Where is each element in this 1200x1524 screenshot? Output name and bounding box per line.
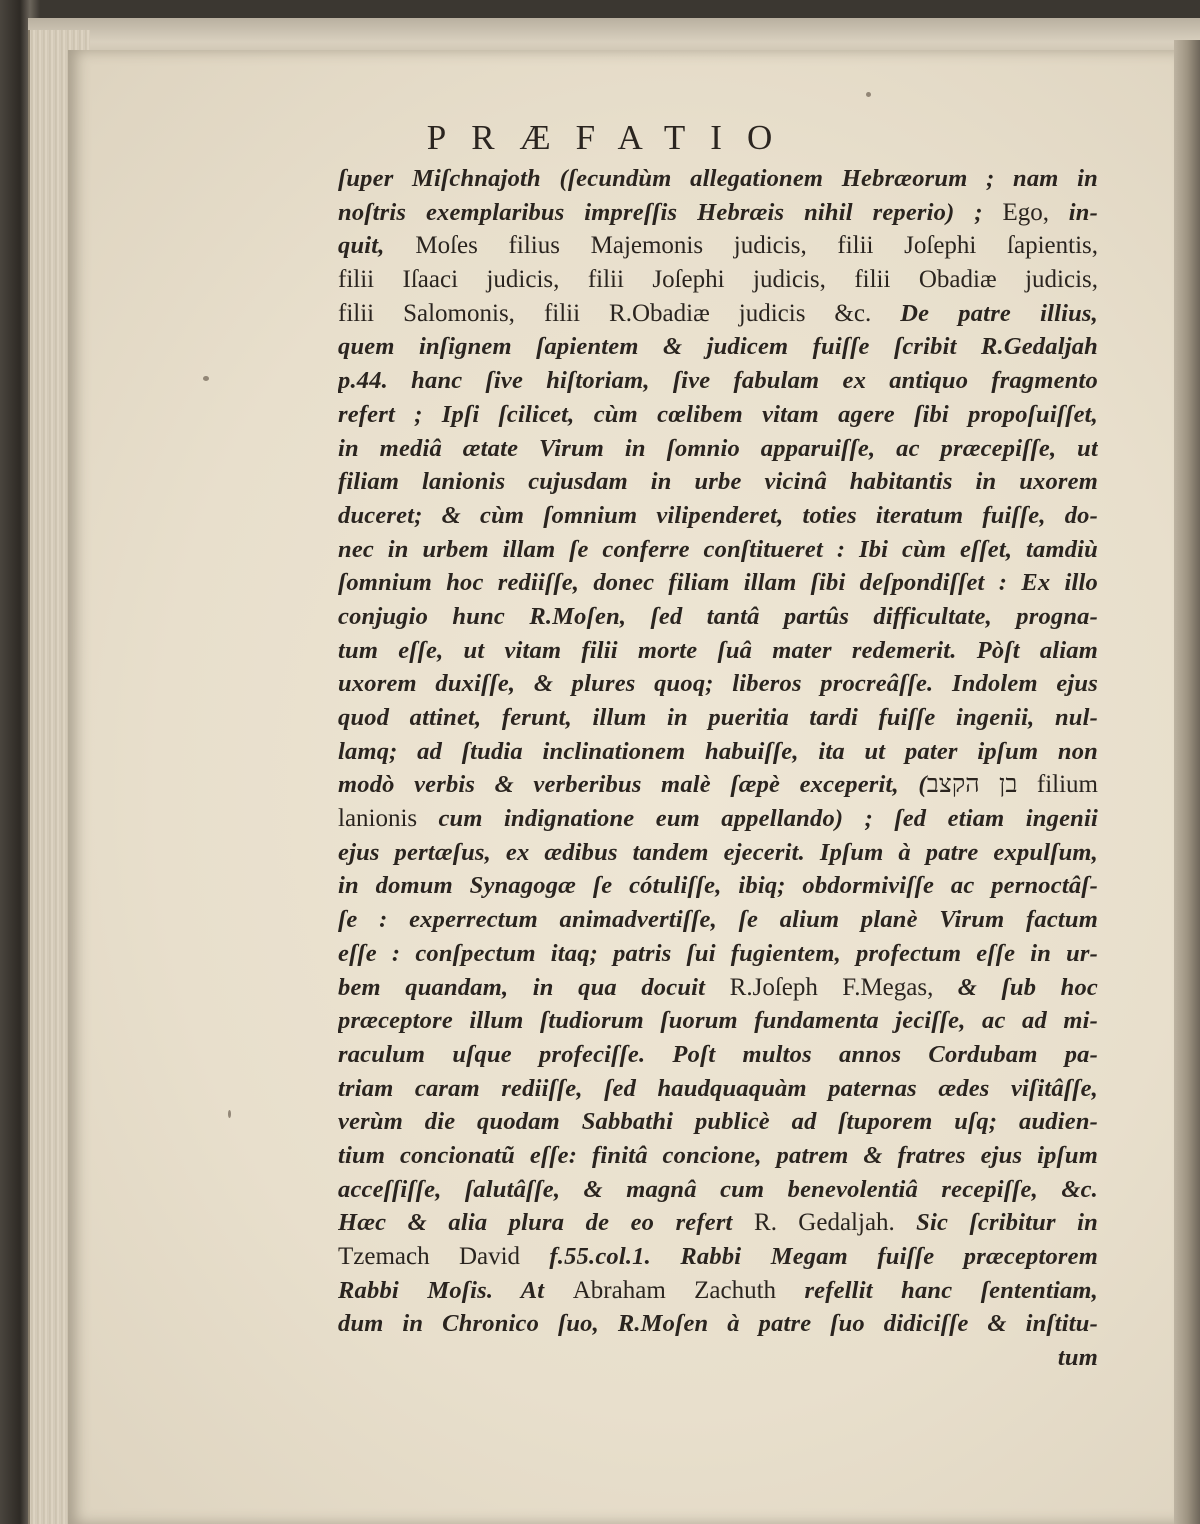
running-header: PRÆFATIO	[426, 118, 798, 157]
paper-speck	[203, 376, 209, 381]
roman-text: R.Joſeph F.Megas,	[729, 973, 958, 1001]
text-line	[338, 1173, 1098, 1207]
text-line	[338, 162, 1098, 196]
italic-text: raculum uſque profeciſſe. Poſt multos annos Cordubam pa-	[338, 1040, 1098, 1068]
text-line	[338, 432, 1098, 466]
text-line	[338, 1004, 1098, 1038]
body-text	[338, 162, 1098, 1375]
text-line	[338, 735, 1098, 769]
italic-text: duceret; & cùm ſomnium vilipenderet, toties iteratum fuiſſe, do-	[338, 501, 1098, 529]
roman-text: Ego,	[1002, 198, 1069, 226]
text-line	[338, 1240, 1098, 1274]
text-line	[338, 297, 1098, 331]
text-line	[338, 802, 1098, 836]
italic-text: dum in Chronico ſuo, R.Moſen à patre ſuo didiciſſe & inſtitu-	[338, 1310, 1098, 1338]
italic-text: cum indignatione eum appellando) ; ſed etiam ingenii	[438, 805, 1098, 833]
text-line	[338, 768, 1098, 802]
italic-text: ſomnium hoc rediiſſe, donec filiam illam ſibi deſpondiſſet : Ex illo	[338, 569, 1098, 597]
paper-speck	[228, 1110, 231, 1118]
text-line	[338, 499, 1098, 533]
text-line	[338, 903, 1098, 937]
italic-text: modò verbis & verberibus malè ſæpè exceperit, (	[338, 771, 927, 799]
italic-text: in-	[1068, 198, 1098, 226]
italic-text: uxorem duxiſſe, & plures quoq; liberos procreâſſe. Indolem ejus	[338, 670, 1098, 698]
roman-text: Abraham Zachuth	[572, 1276, 805, 1304]
roman-text: lanionis	[338, 805, 439, 833]
text-line	[338, 634, 1098, 668]
italic-text: quod attinet, ferunt, illum in pueritia tardi fuiſſe ingenii, nul-	[338, 704, 1098, 731]
italic-text: Sic ſcribitur in	[916, 1209, 1098, 1237]
text-line	[338, 1206, 1098, 1240]
text-line	[338, 869, 1098, 903]
italic-text: Hæc & alia plura de eo refert	[338, 1209, 755, 1237]
italic-text: ejus pertæſus, ex ædibus tandem ejecerit. Ipſum à patre expulſum,	[338, 838, 1098, 866]
italic-text: quem inſignem ſapientem & judicem fuiſſe ſcribit R.Gedaljah	[338, 333, 1098, 361]
text-line	[338, 398, 1098, 432]
italic-text: in domum Synagogæ ſe cótuliſſe, ibiq; obdormiviſſe ac pernoctâſ-	[338, 872, 1098, 900]
text-line	[338, 701, 1098, 735]
italic-text: p.44. hanc ſive hiſtoriam, ſive fabulam ex antiquo fragmento	[338, 367, 1098, 395]
italic-text: noſtris exemplaribus impreſſis Hebræis nihil reperio) ;	[338, 198, 1003, 226]
italic-text: refellit hanc ſententiam,	[804, 1276, 1098, 1304]
text-line	[338, 1038, 1098, 1072]
text-line	[338, 667, 1098, 701]
italic-text: bem quandam, in qua docuit	[338, 973, 730, 1001]
italic-text: in mediâ ætate Virum in ſomnio apparuiſſe, ac præcepiſſe, ut	[338, 434, 1098, 462]
text-line	[338, 937, 1098, 971]
roman-text: filii Iſaaci judicis, filii Joſephi judicis, filii Obadiæ judicis,	[338, 266, 1098, 294]
italic-text: ſe : experrectum animadvertiſſe, ſe alium planè Virum factum	[338, 906, 1098, 934]
italic-text: De patre illius,	[900, 299, 1098, 327]
italic-text: nec in urbem illam ſe conferre conſtitueret : Ibi cùm eſſet, tamdiù	[338, 535, 1098, 563]
italic-text: tium concionatũ eſſe: finitâ concione, patrem & fratres ejus ipſum	[338, 1141, 1098, 1169]
italic-text: eſſe : conſpectum itaq; patris ſui fugientem, profectum eſſe in ur-	[338, 939, 1098, 967]
text-line	[338, 566, 1098, 600]
roman-text: Tzemach David	[338, 1243, 550, 1270]
roman-text: filii Salomonis, filii R.Obadiæ judicis &c.	[338, 299, 901, 327]
italic-text: præceptore illum ſtudiorum ſuorum fundamenta jeciſſe, ac ad mi-	[338, 1007, 1098, 1035]
italic-text: Rabbi Moſis. At	[338, 1276, 573, 1304]
italic-text: tum eſſe, ut vitam filii morte ſuâ mater redemerit. Pòſt aliam	[338, 636, 1098, 664]
italic-text: triam caram rediiſſe, ſed haudquaquàm paternas ædes viſitâſſe,	[338, 1074, 1098, 1102]
text-line	[338, 364, 1098, 398]
italic-text: quit,	[338, 232, 416, 260]
text-line	[338, 263, 1098, 297]
book-right-edge	[1174, 40, 1200, 1524]
text-line	[338, 1274, 1098, 1308]
paper-speck	[866, 92, 871, 97]
text-line	[338, 196, 1098, 230]
italic-text: tum	[1057, 1344, 1098, 1372]
text-line	[338, 465, 1098, 499]
roman-text: Moſes filius Majemonis judicis, filii Joſephi ſapientis,	[415, 232, 1098, 260]
text-line	[338, 1139, 1098, 1173]
text-line	[338, 1307, 1098, 1341]
text-line	[338, 533, 1098, 567]
italic-text: verùm die quodam Sabbathi publicè ad ſtuporem uſq; audien-	[338, 1108, 1098, 1136]
italic-text: acceſſiſſe, ſalutâſſe, & magnâ cum benevolentiâ recepiſſe, &c.	[338, 1175, 1098, 1203]
italic-text: refert ; Ipſi ſcilicet, cùm cœlibem vitam agere ſibi propoſuiſſet,	[338, 400, 1098, 428]
italic-text: f.55.col.1. Rabbi Megam fuiſſe præceptorem	[549, 1243, 1098, 1270]
roman-text: filium	[1017, 771, 1098, 799]
italic-text: & ſub hoc	[957, 973, 1098, 1001]
italic-text: conjugio hunc R.Moſen, ſed tantâ partûs difficultate, progna-	[338, 602, 1098, 630]
text-line	[338, 600, 1098, 634]
italic-text: filiam lanionis cujusdam in urbe vicinâ habitantis in uxorem	[338, 468, 1098, 496]
text-line	[338, 1105, 1098, 1139]
roman-text: בן הקצב	[926, 771, 1018, 799]
text-line	[338, 971, 1098, 1005]
roman-text: R. Gedaljah.	[754, 1209, 917, 1237]
italic-text: ſuper Miſchnajoth (ſecundùm allegationem Hebræorum ; nam in	[338, 165, 1098, 192]
text-line	[338, 1072, 1098, 1106]
text-line	[338, 836, 1098, 870]
text-line	[338, 1341, 1098, 1375]
italic-text: lamq; ad ſtudia inclinationem habuiſſe, ita ut pater ipſum non	[338, 737, 1098, 765]
text-line	[338, 229, 1098, 263]
text-line	[338, 330, 1098, 364]
